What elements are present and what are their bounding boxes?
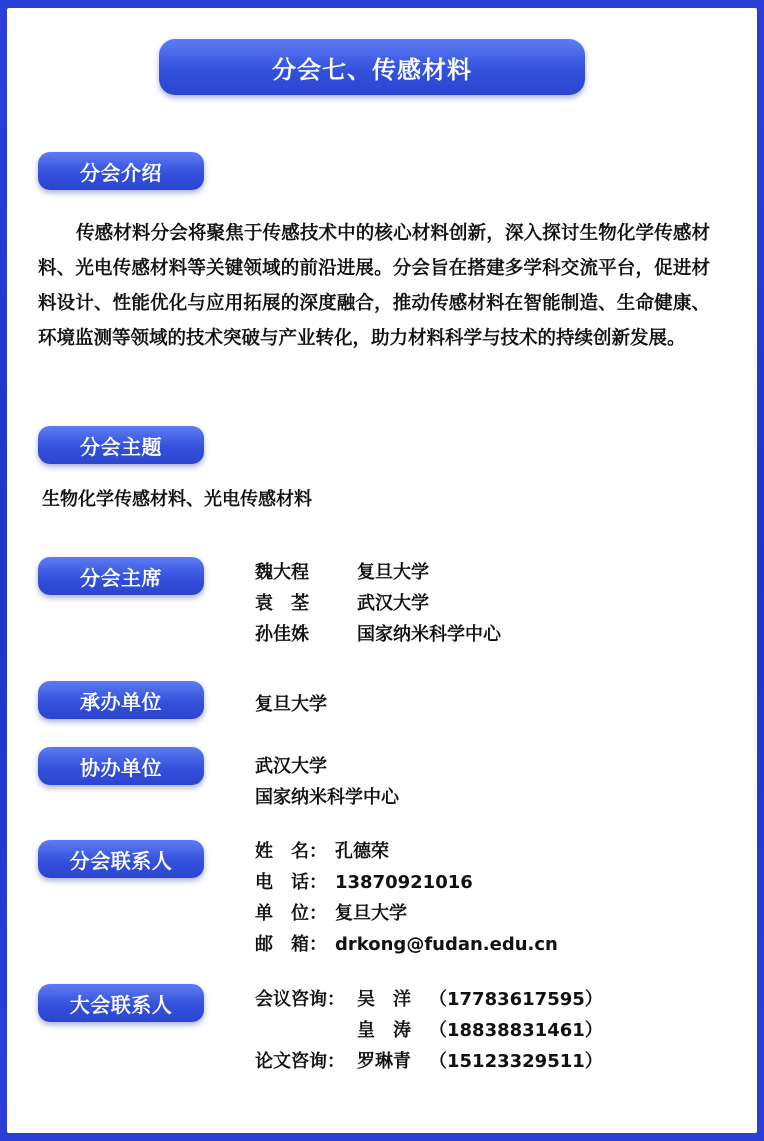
- section-label-chairs: 分会主席: [38, 557, 204, 595]
- section-label-cohost: 协办单位: [38, 747, 204, 785]
- conf-contact-name: 皇 涛: [357, 1020, 411, 1041]
- contact-email-row: [255, 929, 558, 960]
- chair-row: [255, 619, 501, 650]
- conf-contact-phone: （18838831461）: [429, 1020, 603, 1041]
- contact-email[interactable]: drkong@fudan.edu.cn: [335, 934, 558, 955]
- section-label-contact: 分会联系人: [38, 840, 204, 878]
- intro-paragraph: 传感材料分会将聚焦于传感技术中的核心材料创新，深入探讨生物化学传感材料、光电传感材料等关键领域的前沿进展。分会旨在搭建多学科交流平台，促进材料设计、性能优化与应用拓展的深度融合，推动传感材料在智能制造、生命健康、环境监测等领域的技术突破与产业转化，助力材料科学与技术的持续创新发展。: [38, 223, 710, 349]
- section-label-theme: 分会主题: [38, 426, 204, 464]
- chair-org: 复旦大学: [357, 562, 429, 583]
- content-card: [7, 8, 757, 1133]
- contact-list: [255, 836, 558, 960]
- conf-contact-phone: （15123329511）: [429, 1051, 603, 1072]
- page-title: 分会七、传感材料: [159, 39, 585, 95]
- conf-contact-name: 罗琳青: [357, 1051, 411, 1072]
- conf-contact-phone: （17783617595）: [429, 989, 603, 1010]
- theme-text: 生物化学传感材料、光电传感材料: [42, 489, 312, 510]
- chair-name: 魏大程: [255, 562, 309, 583]
- cohost-list: [255, 751, 399, 813]
- conf-contact-label: 论文咨询：: [255, 1051, 345, 1072]
- cohost-org: 武汉大学: [255, 756, 327, 777]
- chair-name: 袁 荃: [255, 593, 309, 614]
- contact-value: 13870921016: [335, 872, 473, 893]
- contact-key: 电 话：: [255, 872, 327, 893]
- cohost-org: 国家纳米科学中心: [255, 787, 399, 808]
- contact-key: 单 位：: [255, 903, 327, 924]
- conf-contact-name: 吴 洋: [357, 989, 411, 1010]
- section-label-conf-contact: 大会联系人: [38, 984, 204, 1022]
- conf-contact-list: [255, 984, 603, 1077]
- chair-row: [255, 588, 501, 619]
- section-label-intro: 分会介绍: [38, 152, 204, 190]
- chair-org: 国家纳米科学中心: [357, 624, 501, 645]
- conf-contact-row: [255, 1046, 603, 1077]
- chair-row: [255, 557, 501, 588]
- section-label-host: 承办单位: [38, 681, 204, 719]
- contact-name-row: [255, 836, 558, 867]
- host-org: 复旦大学: [255, 694, 327, 715]
- chairs-list: [255, 557, 501, 650]
- chair-org: 武汉大学: [357, 593, 429, 614]
- host-list: [255, 689, 327, 720]
- conf-contact-row: [255, 1015, 603, 1046]
- conf-contact-label: 会议咨询：: [255, 989, 345, 1010]
- contact-phone-row: [255, 867, 558, 898]
- contact-key: 邮 箱：: [255, 934, 327, 955]
- conf-contact-row: [255, 984, 603, 1015]
- chair-name: 孙佳姝: [255, 624, 309, 645]
- contact-value: 复旦大学: [335, 903, 407, 924]
- contact-key: 姓 名：: [255, 841, 327, 862]
- contact-org-row: [255, 898, 558, 929]
- contact-value: 孔德荣: [335, 841, 389, 862]
